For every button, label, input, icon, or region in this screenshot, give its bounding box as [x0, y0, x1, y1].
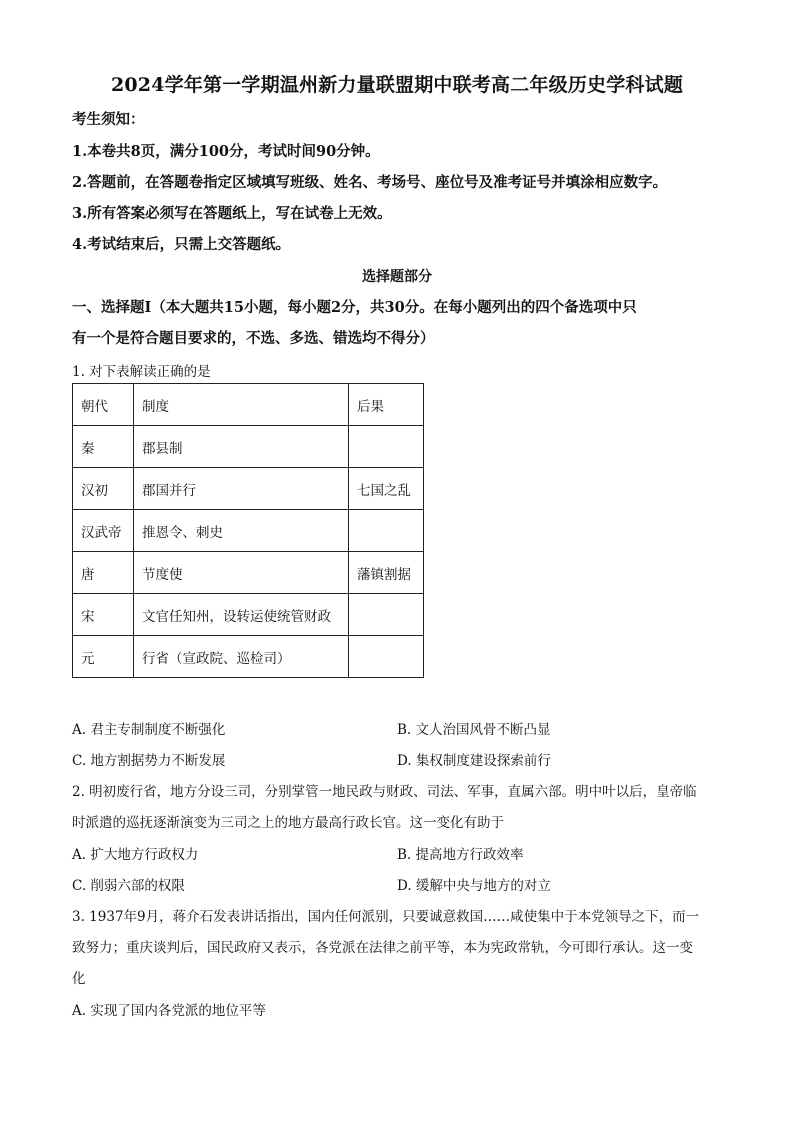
question-3-stem: 3. 1937年9月，蒋介石发表讲话指出，国内任何派别，只要诚意救国……咸使集中于本党领导之下，而一 — [72, 909, 700, 925]
table-row — [73, 594, 424, 636]
table-cell: 汉初 — [73, 468, 134, 510]
question-1-table — [72, 383, 424, 678]
table-cell: 藩镇割据 — [349, 552, 424, 594]
table-cell: 七国之乱 — [349, 468, 424, 510]
notice-item: 4.考试结束后，只需上交答题纸。 — [72, 236, 291, 253]
table-cell: 宋 — [73, 594, 134, 636]
table-cell: 秦 — [73, 426, 134, 468]
table-cell: 元 — [73, 636, 134, 678]
table-header-cell: 朝代 — [73, 384, 134, 426]
section-instruction: 有一个是符合题目要求的，不选、多选、错选均不得分） — [72, 330, 435, 347]
question-2-stem: 时派遣的巡抚逐渐演变为三司之上的地方最高行政长官。这一变化有助于 — [72, 815, 504, 831]
question-1-option-c: C. 地方割据势力不断发展 — [72, 753, 226, 769]
table-row — [73, 636, 424, 678]
question-2-option-d: D. 缓解中央与地方的对立 — [397, 878, 551, 894]
exam-title: 2024学年第一学期温州新力量联盟期中联考高二年级历史学科试题 — [110, 74, 684, 96]
table-row — [73, 552, 424, 594]
table-cell — [349, 636, 424, 678]
table-cell: 推恩令、刺史 — [134, 510, 349, 552]
table-cell: 唐 — [73, 552, 134, 594]
table-header-cell: 制度 — [134, 384, 349, 426]
section-instruction: 一、选择题Ⅰ（本大题共15小题，每小题2分，共30分。在每小题列出的四个备选项中只 — [72, 299, 637, 316]
table-cell: 郡县制 — [134, 426, 349, 468]
table-cell — [349, 510, 424, 552]
table-row — [73, 426, 424, 468]
question-2-option-a: A. 扩大地方行政权力 — [72, 847, 199, 863]
question-2-option-c: C. 削弱六部的权限 — [72, 878, 185, 894]
question-1-stem: 1. 对下表解读正确的是 — [72, 364, 211, 380]
question-2-stem: 2. 明初废行省，地方分设三司，分别掌管一地民政与财政、司法、军事，直属六部。明中叶以后，皇帝临 — [72, 784, 697, 800]
notice-heading: 考生须知： — [72, 111, 145, 128]
table-cell — [349, 594, 424, 636]
notice-item: 2.答题前，在答题卷指定区域填写班级、姓名、考场号、座位号及准考证号并填涂相应数字。 — [72, 174, 668, 191]
table-header-row — [73, 384, 424, 426]
table-header-cell: 后果 — [349, 384, 424, 426]
table-cell — [349, 426, 424, 468]
table-cell: 文官任知州，设转运使统管财政 — [134, 594, 349, 636]
question-3-stem: 致努力；重庆谈判后，国民政府又表示，各党派在法律之前平等，本为宪政常轨，今可即行承认。这一变 — [72, 940, 693, 956]
table-cell: 行省（宣政院、巡检司） — [134, 636, 349, 678]
table-row — [73, 510, 424, 552]
table-row — [73, 468, 424, 510]
table-cell: 汉武帝 — [73, 510, 134, 552]
question-1-option-b: B. 文人治国风骨不断凸显 — [397, 722, 551, 738]
question-3-option-a: A. 实现了国内各党派的地位平等 — [72, 1003, 266, 1019]
section-heading: 选择题部分 — [362, 269, 432, 285]
table-cell: 郡国并行 — [134, 468, 349, 510]
question-3-stem: 化 — [72, 971, 86, 987]
notice-item: 3.所有答案必须写在答题纸上，写在试卷上无效。 — [72, 205, 392, 222]
question-1-option-a: A. 君主专制制度不断强化 — [72, 722, 226, 738]
notice-item: 1.本卷共8页，满分100分，考试时间90分钟。 — [72, 143, 380, 160]
table-cell: 节度使 — [134, 552, 349, 594]
question-2-option-b: B. 提高地方行政效率 — [397, 847, 524, 863]
question-1-option-d: D. 集权制度建设探索前行 — [397, 753, 551, 769]
